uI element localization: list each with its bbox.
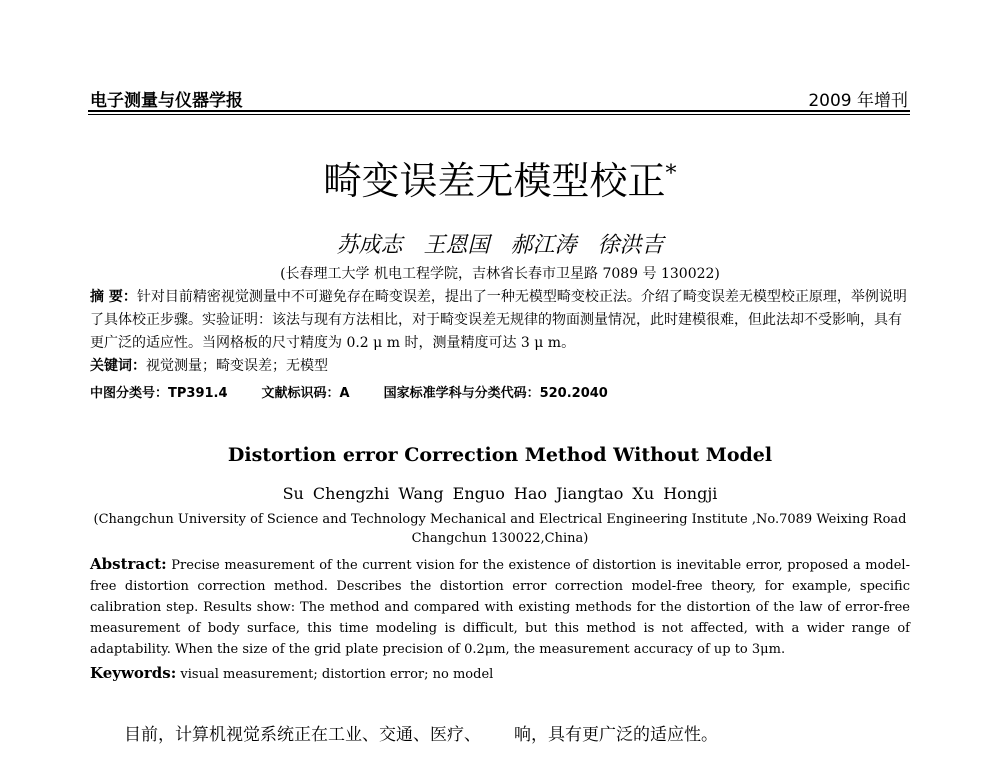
classification-line <box>90 382 910 405</box>
chinese-affiliation: (长春理工大学 机电工程学院，吉林省长春市卫星路 7089 号 130022) <box>280 266 720 282</box>
document-code: 文献标识码：A <box>261 386 350 401</box>
chinese-abstract <box>90 286 910 355</box>
title-footnote-mark: * <box>665 161 677 187</box>
english-affiliation-line2: Changchun 130022,China) <box>411 531 589 546</box>
english-authors: Su Chengzhi Wang Enguo Hao Jiangtao Xu Hongji <box>282 484 718 503</box>
clc-number: 中图分类号：TP391.4 <box>90 386 228 401</box>
english-abstract-label: Abstract: <box>90 555 167 573</box>
chinese-title <box>0 150 1000 205</box>
chinese-keywords-text: 视觉测量；畸变误差；无模型 <box>146 358 328 374</box>
chinese-abstract-label: 摘 要： <box>90 289 137 305</box>
english-abstract-text: Precise measurement of the current vision for the existence of distortion is inevitable error, proposed a model-free distortion correction method. Describes the distortion error correction model-free theory, for example, specific calibration step. Results show: The method and compared with existing methods for the distortion of the law of error-free measurement of body surface, this time modeling is difficult, but this method is not affected, with a wider range of adaptability. When the size of the grid plate precision of 0.2μm, the measurement accuracy of up to 3μm. <box>90 558 910 657</box>
english-keywords-text: visual measurement; distortion error; no model <box>180 667 494 682</box>
journal-name: 电子测量与仪器学报 <box>90 91 243 111</box>
subject-code: 国家标准学科与分类代码：520.2040 <box>383 386 608 401</box>
english-affiliation-line1: (Changchun University of Science and Technology Mechanical and Electrical Engineering Institute ,No.7089 Weixing Road <box>93 512 907 527</box>
chinese-abstract-text: 针对目前精密视觉测量中不可避免存在畸变误差，提出了一种无模型畸变校正法。介绍了畸变误差无模型校正原理，举例说明了具体校正步骤。实验证明：该法与现有方法相比，对于畸变误差无规律的物面测量情况，此时建模很难，但此法却不受影响，具有更广泛的适应性。当网格板的尺寸精度为 0.2 μ m 时，测量精度可达 3 μ m。 <box>90 289 907 351</box>
chinese-title-text: 畸变误差无模型校正 <box>323 159 666 203</box>
english-affiliation <box>90 510 910 548</box>
issue-label: 2009 年增刊 <box>808 91 908 111</box>
body-right-column: 响，具有更广泛的适应性。 <box>514 725 718 745</box>
chinese-authors: 苏成志 王恩国 郝江涛 徐洪吉 <box>336 233 664 258</box>
english-keywords-label: Keywords: <box>90 664 177 682</box>
english-title: Distortion error Correction Method Without Model <box>227 444 773 466</box>
english-keywords <box>90 664 910 682</box>
chinese-keywords <box>90 355 910 378</box>
english-abstract <box>90 554 910 660</box>
chinese-keywords-label: 关键词： <box>90 358 146 374</box>
header-rule-thick <box>88 110 910 112</box>
body-left-column: 目前，计算机视觉系统正在工业、交通、医疗、 <box>124 725 481 745</box>
header-rule-thin <box>88 114 910 115</box>
